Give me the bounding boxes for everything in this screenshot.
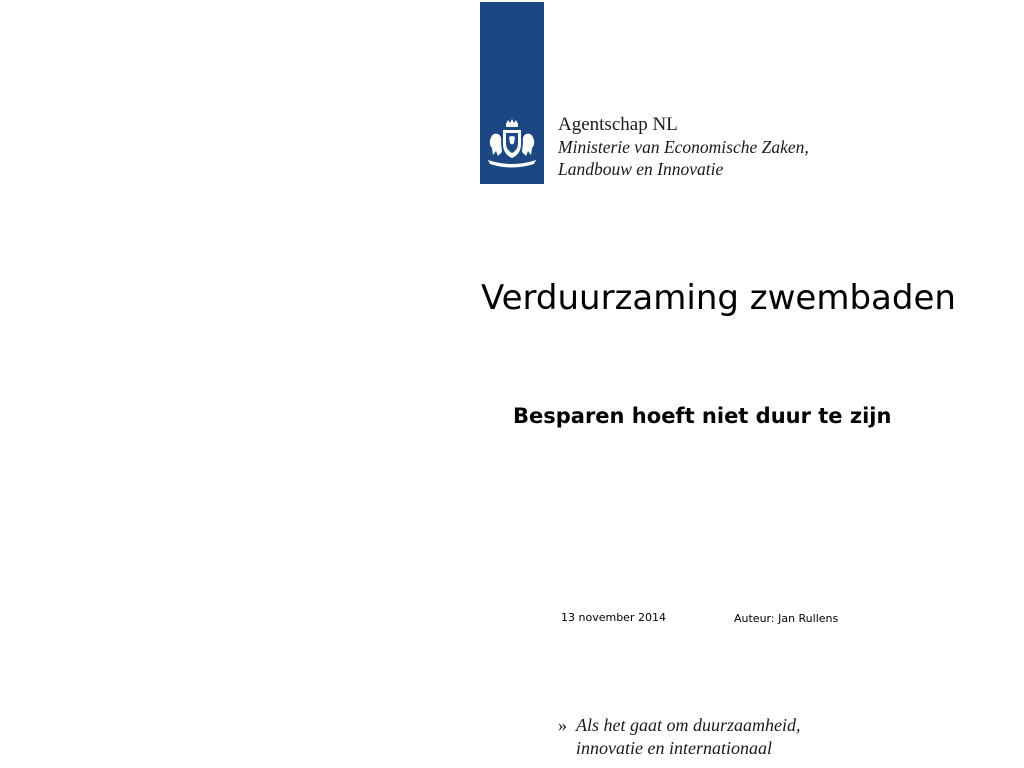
coat-of-arms-icon — [484, 118, 540, 170]
tagline — [558, 714, 801, 760]
logo-bar — [480, 2, 544, 184]
logo-text — [558, 114, 809, 180]
slide-author: Auteur: Jan Rullens — [734, 612, 839, 625]
ministry-line-2: Landbouw en Innovatie — [558, 159, 724, 179]
tagline-marker: » — [558, 715, 567, 735]
tagline-line-2: innovatie en internationaal — [576, 738, 772, 758]
tagline-line-1: Als het gaat om duurzaamheid, — [576, 715, 801, 735]
organization-name: Agentschap NL — [558, 114, 678, 135]
slide-date: 13 november 2014 — [561, 611, 666, 624]
slide-subtitle: Besparen hoeft niet duur te zijn — [513, 404, 892, 428]
ministry-line-1: Ministerie van Economische Zaken, — [558, 137, 809, 157]
slide-title: Verduurzaming zwembaden — [481, 278, 956, 318]
